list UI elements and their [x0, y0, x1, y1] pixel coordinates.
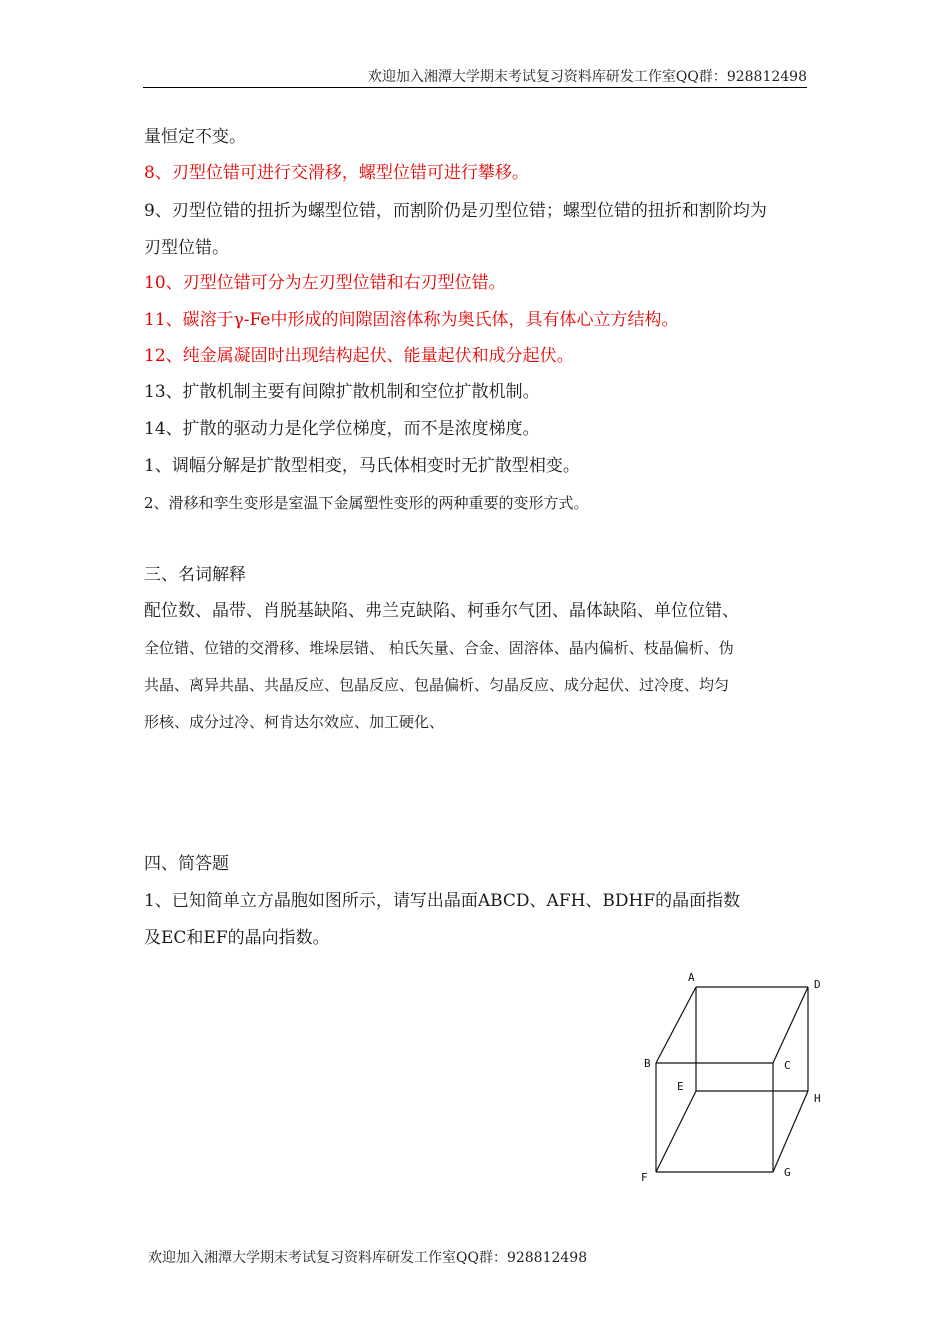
vertex-label-E: E — [677, 1080, 684, 1093]
text-line: 量恒定不变。 — [144, 127, 246, 147]
vertex-label-G: G — [784, 1166, 791, 1179]
cube-diagram — [630, 966, 840, 1191]
edge-AB — [656, 987, 696, 1063]
vertex-label-H: H — [814, 1092, 821, 1105]
statement-9: 9、刃型位错的扭折为螺型位错，而割阶仍是刃型位错；螺型位错的扭折和割阶均为 — [144, 201, 767, 221]
section-4-title: 四、简答题 — [144, 854, 229, 874]
statement-1: 1、调幅分解是扩散型相变，马氏体相变时无扩散型相变。 — [144, 456, 580, 476]
statement-9-cont: 刃型位错。 — [144, 238, 229, 258]
statement-2: 2、滑移和孪生变形是室温下金属塑性变形的两种重要的变形方式。 — [144, 494, 589, 512]
terms-line: 形核、成分过冷、柯肯达尔效应、加工硬化、 — [144, 713, 445, 731]
edge-HG — [773, 1091, 808, 1172]
statement-11: 11、碳溶于γ-Fe中形成的间隙固溶体称为奥氏体，具有体心立方结构。 — [144, 310, 679, 330]
question-1: 1、已知简单立方晶胞如图所示，请写出晶面ABCD、AFH、BDHF的晶面指数 — [144, 891, 741, 911]
vertex-label-A: A — [688, 971, 695, 984]
statement-13: 13、扩散机制主要有间隙扩散机制和空位扩散机制。 — [144, 382, 540, 402]
terms-line: 共晶、离异共晶、共晶反应、包晶反应、包晶偏析、匀晶反应、成分起伏、过冷度、均匀 — [144, 676, 730, 694]
vertex-label-B: B — [644, 1057, 651, 1070]
statement-14: 14、扩散的驱动力是化学位梯度，而不是浓度梯度。 — [144, 419, 540, 439]
page-header: 欢迎加入湘潭大学期末考试复习资料库研发工作室QQ群：928812498 — [367, 69, 807, 85]
unit-cell-figure — [630, 966, 840, 1195]
vertex-label-F: F — [641, 1171, 648, 1184]
statement-12: 12、纯金属凝固时出现结构起伏、能量起伏和成分起伏。 — [144, 346, 574, 366]
edge-EF — [656, 1091, 696, 1172]
section-3-title: 三、名词解释 — [144, 565, 246, 585]
page-footer: 欢迎加入湘潭大学期末考试复习资料库研发工作室QQ群：928812498 — [148, 1250, 588, 1266]
edge-DC — [773, 987, 808, 1063]
terms-line: 配位数、晶带、肖脱基缺陷、弗兰克缺陷、柯垂尔气团、晶体缺陷、单位位错、 — [144, 601, 739, 621]
statement-10: 10、刃型位错可分为左刃型位错和右刃型位错。 — [144, 273, 506, 293]
header-divider — [143, 87, 807, 88]
vertex-label-C: C — [784, 1059, 791, 1072]
vertex-label-D: D — [814, 978, 821, 991]
statement-8: 8、刃型位错可进行交滑移，螺型位错可进行攀移。 — [144, 163, 529, 183]
terms-line: 全位错、位错的交滑移、堆垛层错、 柏氏矢量、合金、固溶体、晶内偏析、枝晶偏析、伪 — [144, 639, 734, 657]
question-1-cont: 及EC和EF的晶向指数。 — [144, 928, 330, 948]
